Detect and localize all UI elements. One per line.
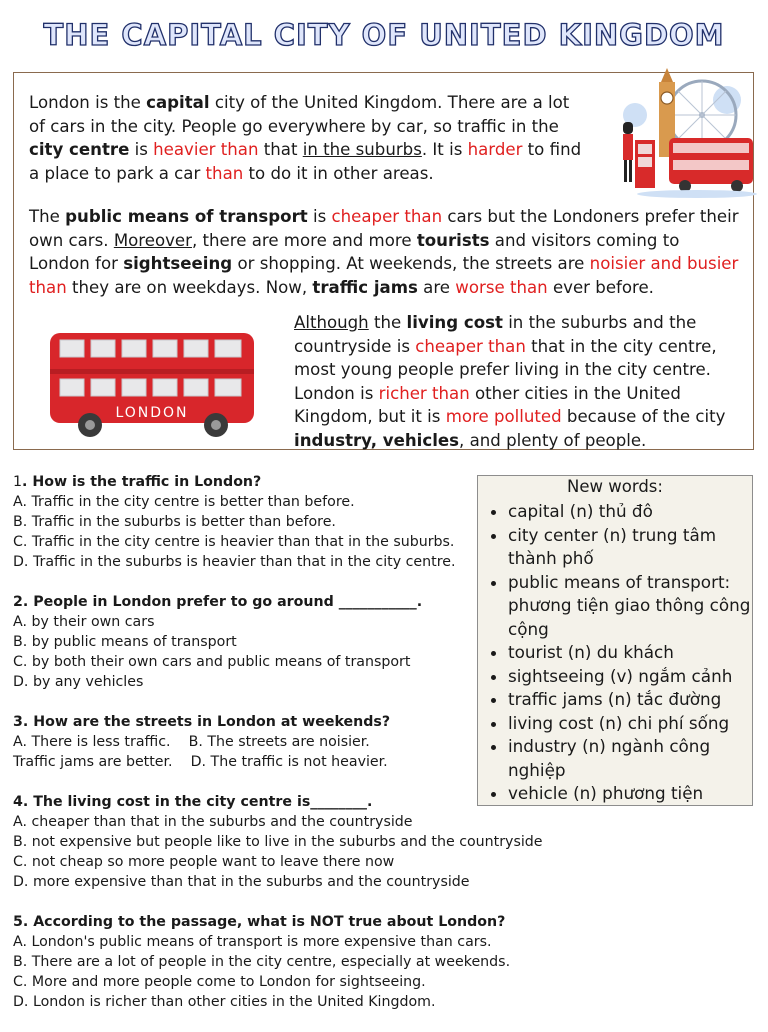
passage-segment: in the suburbs and the countryside is [294, 313, 697, 356]
passage-segment: other cities in the United Kingdom, but it is [294, 383, 681, 426]
answer-option: A. cheaper than that in the suburbs and the countryside [13, 814, 413, 830]
question-number: 1 [13, 474, 23, 490]
passage-segment: harder [467, 140, 523, 159]
passage-segment: they are on weekdays. Now, [66, 277, 313, 297]
passage-segment: The [29, 207, 66, 226]
passage-segment: sightseeing [123, 254, 233, 273]
passage-segment: living cost [406, 313, 503, 332]
passage-segment: richer than [378, 383, 470, 403]
passage-segment: are [417, 277, 456, 297]
passage-segment: tourists [416, 230, 490, 250]
vocab-item: • sightseeing (v) ngắm cảnh [508, 665, 752, 689]
answer-option: D. London is richer than other cities in the United Kingdom. [13, 994, 436, 1010]
question-text: . People in London prefer to go around ___________. [22, 594, 423, 610]
passage-segment: cars but the Londoners prefer their own cars. [29, 207, 739, 250]
passage-segment: cheaper than [331, 207, 443, 226]
vocab-item: • traffic jams (n) tắc đường [508, 688, 752, 712]
vocab-item: • city center (n) trung tâm thành phố [508, 524, 752, 571]
passage-segment: cheaper than [415, 336, 526, 356]
passage-segment: worse than [455, 277, 548, 297]
passage-segment: because of the city [561, 407, 726, 426]
question-number: 4 [13, 794, 23, 810]
answer-option: C. by both their own cars and public means of transport [13, 654, 411, 670]
question-text: . The living cost in the city centre is________. [22, 794, 373, 810]
passage-segment: the [368, 313, 407, 332]
passage-segment: city centre [29, 140, 130, 159]
answer-option: A. London's public means of transport is more expensive than cars. [13, 934, 492, 950]
passage-segment: , there are more and more [191, 230, 417, 250]
vocab-item: • industry (n) ngành công nghiệp [508, 735, 752, 782]
answer-option: Traffic jams are better. D. The traffic is not heavier. [13, 754, 388, 770]
passage-segment: to find a place to park a car [29, 140, 582, 183]
passage-segment: . It is [421, 140, 468, 159]
passage-segment: to do it in other areas. [243, 163, 434, 183]
passage-segment: city of the United Kingdom. There are a lot of cars in the city. People go everywhere by car, so traffic in the [29, 93, 570, 136]
passage-segment: capital [146, 93, 210, 112]
answer-option: D. by any vehicles [13, 674, 144, 690]
answer-option: A. Traffic in the city centre is better than before. [13, 494, 355, 510]
london-bus-illustration [46, 331, 258, 439]
passage-paragraph-3 [294, 311, 749, 452]
passage-segment: in the suburbs [302, 140, 422, 159]
answer-option: B. There are a lot of people in the city centre, especially at weekends. [13, 954, 511, 970]
vocab-item: • tourist (n) du khách [508, 641, 752, 665]
page-title: THE CAPITAL CITY OF UNITED KINGDOM [43, 18, 725, 52]
vocab-item: • vehicle (n) phương tiện [508, 782, 752, 806]
answer-option: B. by public means of transport [13, 634, 237, 650]
passage-segment: noisier and busier than [29, 254, 739, 297]
reading-passage [13, 72, 754, 450]
passage-segment: , and plenty of people. [459, 430, 647, 450]
vocab-item: • public means of transport: phương tiện giao thông công cộng [508, 571, 752, 642]
answer-option: A. There is less traffic. B. The streets are noisier. [13, 734, 370, 750]
question-text: . How is the traffic in London? [22, 474, 262, 490]
passage-segment: heavier than [153, 140, 259, 159]
passage-segment: industry, vehicles [294, 430, 460, 450]
passage-segment: Moreover [113, 230, 192, 250]
passage-segment: that in the city centre, most young people prefer living in the city centre. London is [294, 336, 717, 403]
answer-option: D. more expensive than that in the suburbs and the countryside [13, 874, 470, 890]
new-words-box [477, 475, 753, 806]
vocab-item: • living cost (n) chi phí sống [508, 712, 752, 736]
answer-option: C. More and more people come to London for sightseeing. [13, 974, 426, 990]
passage-segment: and visitors coming to London for [29, 230, 680, 273]
london-landmarks-illustration [607, 60, 757, 200]
answer-option: D. Traffic in the suburbs is heavier than that in the city centre. [13, 554, 456, 570]
bus-label: LONDON [115, 405, 189, 421]
passage-segment: or shopping. At weekends, the streets are [232, 254, 590, 273]
passage-paragraph-1 [29, 91, 589, 185]
passage-segment: than [205, 163, 244, 183]
passage-segment: London is the [29, 93, 147, 112]
new-words-title: New words: [567, 477, 663, 496]
question-text: . How are the streets in London at weekends? [22, 714, 391, 730]
answer-option: C. Traffic in the city centre is heavier than that in the suburbs. [13, 534, 455, 550]
question-text: . According to the passage, what is NOT true about London? [22, 914, 506, 930]
passage-segment: is [129, 140, 154, 159]
question-5 [13, 912, 573, 1012]
new-words-list [478, 500, 752, 806]
passage-segment: more polluted [445, 407, 562, 426]
question-number: 3 [13, 714, 23, 730]
question-number: 5 [13, 914, 23, 930]
answer-option: C. not cheap so more people want to leave there now [13, 854, 395, 870]
passage-segment: public means of transport [65, 207, 308, 226]
vocab-item: • capital (n) thủ đô [508, 500, 752, 524]
question-number: 2 [13, 594, 23, 610]
answer-option: B. not expensive but people like to live in the suburbs and the countryside [13, 834, 543, 850]
passage-segment: that [258, 140, 303, 159]
passage-segment: Although [294, 313, 369, 332]
answer-option: B. Traffic in the suburbs is better than before. [13, 514, 336, 530]
passage-segment: is [307, 207, 332, 226]
passage-paragraph-2 [29, 205, 743, 299]
question-4 [13, 792, 573, 892]
answer-option: A. by their own cars [13, 614, 155, 630]
passage-segment: ever before. [547, 277, 654, 297]
passage-segment: traffic jams [312, 277, 418, 297]
